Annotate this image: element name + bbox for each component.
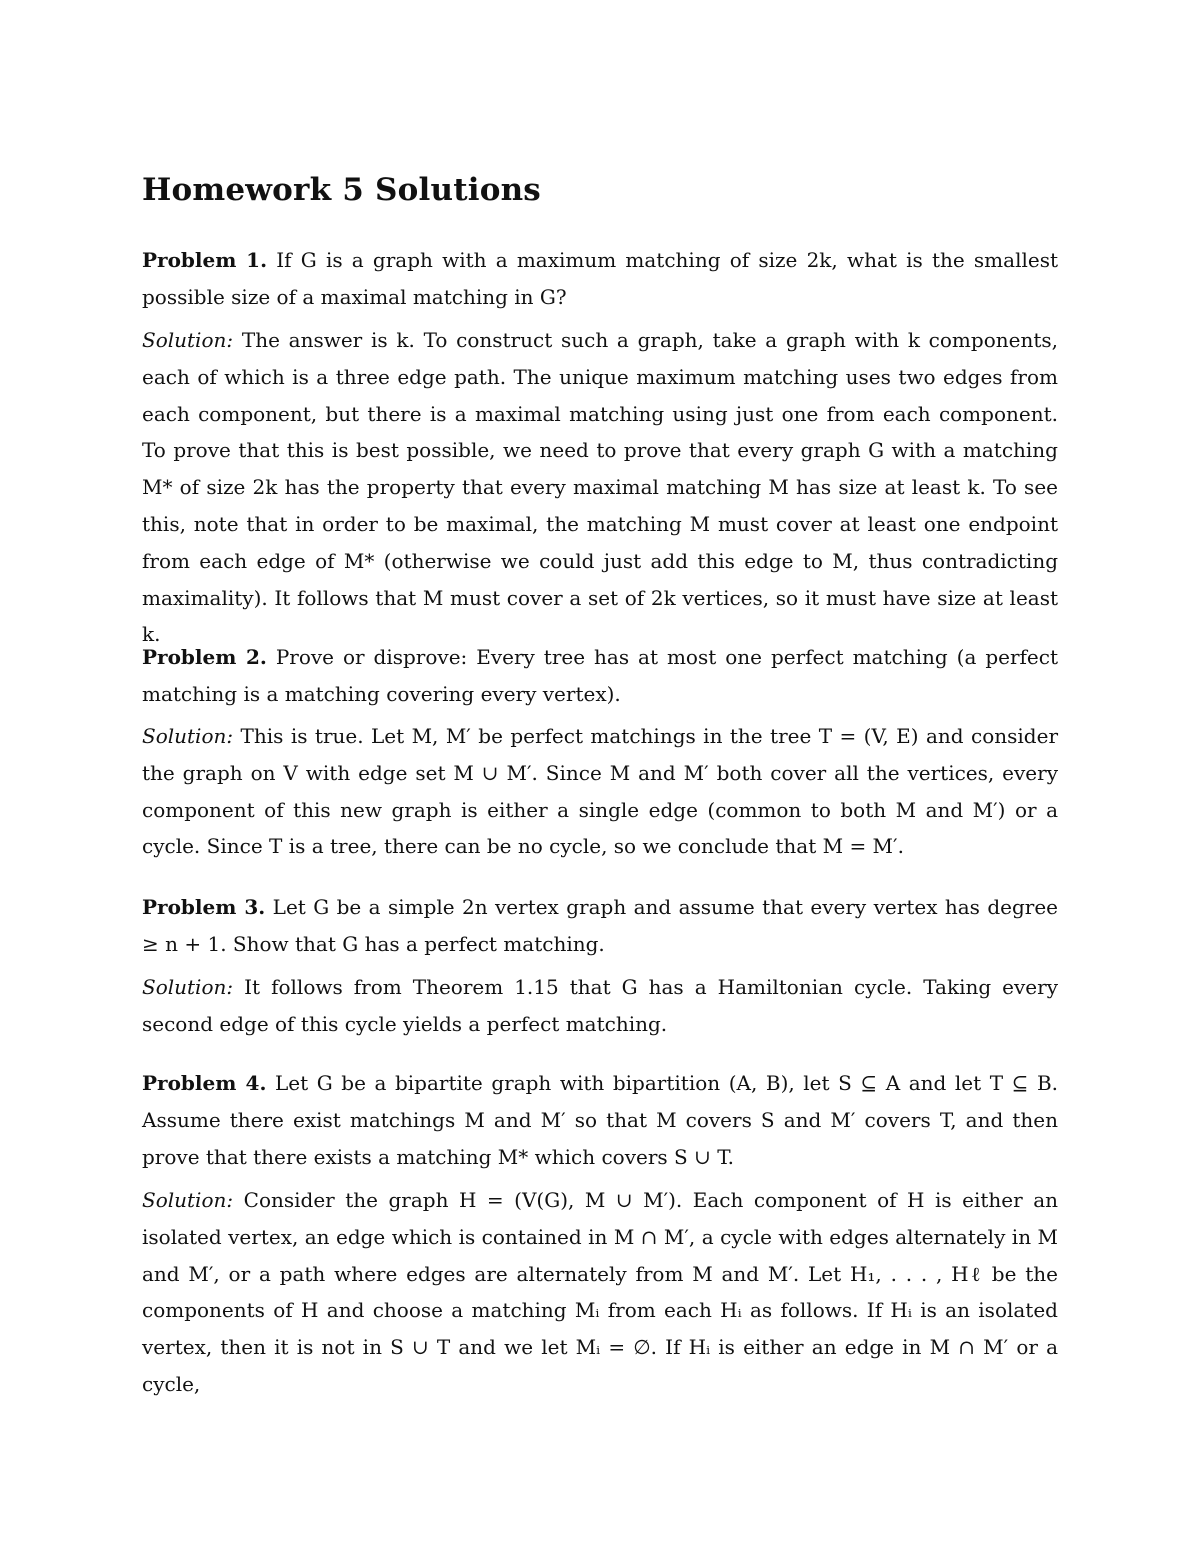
problem-2-label: Problem 2. (142, 645, 267, 669)
problem-3-text: Let G be a simple 2n vertex graph and assume that every vertex has degree ≥ n + 1. Show that G has a perfect matching. (142, 895, 1058, 956)
problem-4-label: Problem 4. (142, 1071, 267, 1095)
problem-4-statement (142, 1065, 1058, 1175)
problem-3-statement (142, 889, 1058, 963)
problem-1-label: Problem 1. (142, 248, 268, 272)
problem-1-solution-text: The answer is k. To construct such a graph, take a graph with k components, each of which is a three edge path. The unique maximum matching uses two edges from each component, but there is a maximal matching using just one from each component. To prove that this is best possible, we need to prove that every graph G with a matching M* of size 2k has the property that every maximal matching M has size at least k. To see this, note that in order to be maximal, the matching M must cover at least one endpoint from each edge of M* (otherwise we could just add this edge to M, thus contradicting maximality). It follows that M must cover a set of 2k vertices, so it must have size at least k. (142, 328, 1058, 647)
problem-3-solution-text: It follows from Theorem 1.15 that G has a Hamiltonian cycle. Taking every second edge of this cycle yields a perfect matching. (142, 975, 1058, 1036)
problem-4-solution (142, 1182, 1058, 1403)
problem-2-text: Prove or disprove: Every tree has at most one perfect matching (a perfect matching is a matching covering every vertex). (142, 645, 1059, 706)
problem-3-label: Problem 3. (142, 895, 266, 919)
problem-4-solution-label: Solution: (142, 1188, 234, 1212)
problem-1-text: If G is a graph with a maximum matching of size 2k, what is the smallest possible size of a maximal matching in G? (142, 248, 1059, 309)
problem-1-solution-label: Solution: (142, 328, 234, 352)
problem-2-solution-label: Solution: (142, 724, 234, 748)
problem-2-solution (142, 718, 1058, 865)
problem-1-statement (142, 242, 1058, 316)
problem-4-text: Let G be a bipartite graph with bipartition (A, B), let S ⊆ A and let T ⊆ B. Assume there exist matchings M and M′ so that M covers S and M′ covers T, and then prove that there exists a matching M* which covers S ∪ T. (142, 1071, 1059, 1169)
problem-3-solution (142, 969, 1058, 1043)
problem-1-solution (142, 322, 1058, 653)
page-title: Homework 5 Solutions (142, 172, 541, 208)
problem-2-solution-text: This is true. Let M, M′ be perfect matchings in the tree T = (V, E) and consider the graph on V with edge set M ∪ M′. Since M and M′ both cover all the vertices, every component of this new graph is either a single edge (common to both M and M′) or a cycle. Since T is a tree, there can be no cycle, so we conclude that M = M′. (142, 724, 1058, 859)
problem-4-solution-text: Consider the graph H = (V(G), M ∪ M′). Each component of H is either an isolated vertex, an edge which is contained in M ∩ M′, a cycle with edges alternately in M and M′, or a path where edges are alternately from M and M′. Let H₁, . . . , Hℓ be the components of H and choose a matching Mᵢ from each Hᵢ as follows. If Hᵢ is an isolated vertex, then it is not in S ∪ T and we let Mᵢ = ∅. If Hᵢ is either an edge in M ∩ M′ or a cycle, (142, 1188, 1058, 1396)
problem-2-statement (142, 639, 1058, 713)
problem-3-solution-label: Solution: (142, 975, 234, 999)
